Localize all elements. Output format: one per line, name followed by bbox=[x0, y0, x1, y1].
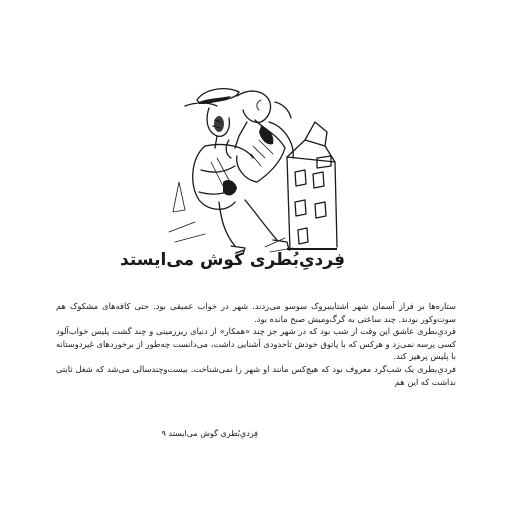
paragraph-2: فردیِ‌بطری عاشق این وقت از شب بود که در شهر جز چند «همکار» از دنیای زیرزمینی و چند گشت پلیس خواب‌آلود کسی پرسه نمی‌زد و هرکس که با پاتوق خودش تاحدودی آشنایی داشت، می‌دانست چه‌طور از برخوردهای غیردوستانه با پلیس پرهیز کند. bbox=[56, 326, 456, 362]
paragraph-1: ستاره‌ها بر فراز آسمان شهر اشتاینبروک سوسو می‌زدند. شهر در خواب عمیقی بود. حتی کافه‌های مشکوک هم سوت‌وکور بودند. چند ساعتی به گرگ‌ومیش صبح مانده بود. bbox=[56, 301, 456, 324]
ink-illustration-drunk-man-carrying-woman bbox=[165, 62, 355, 254]
chapter-title: فِردیِ‌بُطری گوش می‌ایستد bbox=[120, 250, 345, 270]
page-number: ۹ bbox=[161, 429, 166, 438]
paragraph-3: فردیِ‌بطری یک شب‌گرد معروف بود که هیچ‌کس مانند او شهر را نمی‌شناخت. بیست‌وچندسالی می‌شد که شغل ثابتی نداشت که این هم bbox=[56, 363, 456, 387]
page-footer bbox=[148, 428, 258, 440]
body-text bbox=[56, 300, 456, 388]
running-title: فِردیِ‌بُطری گوش می‌ایستد bbox=[168, 429, 258, 438]
